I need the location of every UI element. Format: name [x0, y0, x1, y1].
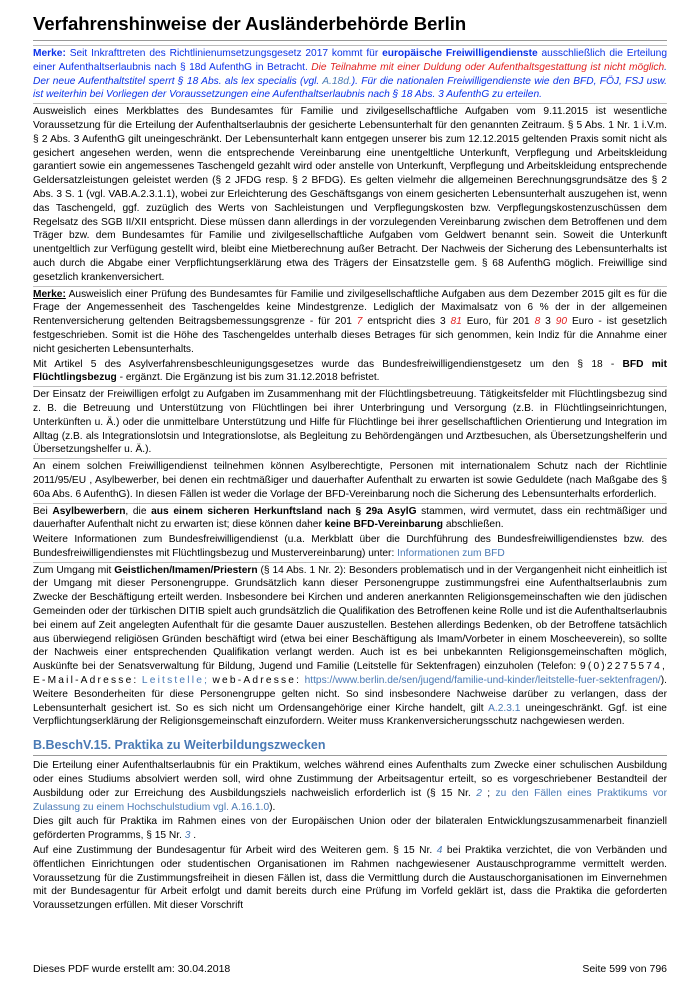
page-number: Seite 599 von 796 [582, 963, 667, 975]
section-divider [33, 755, 667, 756]
nr2-link[interactable]: 2 [476, 787, 482, 799]
paragraph-einsatz: Der Einsatz der Freiwilligen erfolgt zu Aufgaben im Zusammenhang mit der Flüchtlingsbetreuung. Tätigkeitsfelder mit Flüchtlingsbezug sind z. B. die Betreuung und Unterstützung von Flüchtlingen bei ihrer Unterbringung und Versorgung (z.B. in Flüchtlingseinrichtungen, Unterkünften u. Ä.) oder die unmittelbare Unterstützung und Hilfe für Flüchtlinge bei ihrer gesellschaftlichen Orientierung und Integration im Alltag (z.B. als Integrationslotsin und Integrationslotse, als Begleitung zu Behördengängen und Arztbesuchen, als Übersetzungshelferin und Übersetzungshelfer u. Ä.). [33, 386, 667, 457]
section-heading: B.BeschV.15. Praktika zu Weiterbildungszwecken [33, 738, 326, 753]
title-divider [33, 40, 667, 41]
paragraph-asylverfahren: Mit Artikel 5 des Asylverfahrensbeschleunigungsgesetzes wurde das Bundesfreiwilligendienstgesetz um den § 18 - BFD mit Flüchtlingsbezug - ergänzt. Die Ergänzung ist bis zum 31.12.2018 befristet. [33, 358, 667, 384]
merke-taschengeld: Merke: Ausweislich einer Prüfung des Bundesamtes für Familie und zivilgesellschaftliche Aufgaben aus dem Dezember 2015 gilt es für die Frage der Angemessenheit des Taschengeldes keine Mindestgrenze. Lediglich der Maximalsatz von 6 % der in der allgemeinen Rentenversicherung geltenden Beitragsbemessungsgrenze - für 201 7 entspricht dies 3 81 Euro, für 201 8 3 90 Euro - ist gesetzlich festgeschrieben. Somit ist die Höhe des Taschengeldes unterhalb dieses Betrages für sich genommen, kein Indiz für die Annahme einer nicht gesicherten Lebensunterhalts. [33, 286, 667, 357]
page-footer [33, 963, 667, 975]
paragraph-eu-programm: Dies gilt auch für Praktika im Rahmen eines von der Europäischen Union oder der bilateralen Entwicklungszusammenarbeit finanziell geförderten Programms, § 15 Nr. 3 . [33, 816, 667, 842]
nr3-link[interactable]: 3 [184, 830, 191, 842]
paragraph-austausch: Auf eine Zustimmung der Bundesagentur für Arbeit wird des Weiteren gem. § 15 Nr. 4 bei Praktika verzichtet, die von Verbänden und öffentlichen Einrichtungen oder studentischen Organisationen im Rahmen nachgewiesener Austauschprogramme vermittelt werden. Voraussetzung für die Zustimmungsfreiheit in diesen Fällen ist, dass die Vermittlung durch die Austauschorganisationen im Einvernehmen mit der Bundesagentur für Arbeit erfolgt und damit bereits durch eine Prüfung im Vorfeld geklärt ist, dass die Praktika die geforderten Voraussetzungen erfüllen. Mit dieser Vorschrift [33, 845, 667, 912]
paragraph-geistliche: Zum Umgang mit Geistlichen/Imamen/Priestern (§ 14 Abs. 1 Nr. 2): Besonders problematisch und in der Vergangenheit nicht einheitlich ist der Umgang mit dieser Personengruppe. Grundsätzlich kann dieser Personengruppe zustimmungsfrei eine Aufenthaltserlaubnis zum Zwecke der Beschäftigung erteilt werden. Insbesondere bei Kirchen und anderen anerkannten Religionsgemeinschaften wie den jüdischen Gemeinden oder der türkischen DITIB spielt auch grundsätzlich die Qualifikation des Betroffenen keine Rolle und ist die Aufenthaltserlaubnis bei einem auf Zeit angelegten Aufenthalt für die gesamte Dauer auszustellen. Bestehen allerdings Bedenken, ob der Betroffene tatsächlich aus überwiegend religiösen Gründen beschäftigt wird (etwa bei einer Beschäftigung als Imam/Vorbeter in einem Moscheeverein), so sollte der Nachweis einer entsprechenden Qualifikation verlangt werden. Auch ist es bei unbekannten Religionsgemeinschaften möglich, Auskünfte bei der Senatsverwaltung für Bildung, Jugend und Familie (Leitstelle für Sektenfragen) einzuholen (Telefon: 9(0)2275574, E-Mail-Adresse: Leitstelle; web-Adresse: https://www.berlin.de/sen/jugend/familie-und-kinder/leitstelle-fuer-sektenfragen/). Weitere Besonderheiten für diese Personengruppe gelten nicht. So sind insbesondere Nachweise darüber zu verlangen, dass der Lebensunterhalt gesichert ist. So es sich nicht um Ordensangehörige einer Kirche handelt, gilt A.2.3.1 uneingeschränkt. Ggf. ist eine Verpflichtungserklärung der Religionsgemeinschaft einzufordern. Weiter muss Krankenversicherungsschutz nachgewiesen werden. [33, 562, 667, 730]
a231-link[interactable]: A.2.3.1 [488, 702, 521, 714]
a18d-link[interactable]: A.18d. [322, 75, 352, 87]
paragraph-lebensunterhalt: Ausweislich eines Merkblattes des Bundesamtes für Familie und zivilgesellschaftliche Aufgaben vom 9.11.2015 ist wesentliche Voraussetzung für die Erteilung der Aufenthaltserlaubnis der gesicherte Lebensunterhalt für den genannten Zeitraum. § 5 Abs. 1 Nr. 1 i.V.m. § 2 Abs. 3 AufenthG gilt uneingeschränkt. Der Lebensunterhalt kann entgegen unserer bis zum 12.12.2015 geltenden Praxis somit nicht als gesichert angesehen werden, wenn die entsprechende Vereinbarung eine unentgeltliche Unterkunft, Verpflegung und Arbeitskleidung garantiert sowie ein angemessenes Taschengeld gezahlt wird oder anstelle von Unterkunft, Verpflegung und Arbeitskleidung entsprechende Geldersatzleistungen geleistet werden (§ 2 JFDG resp. § 2 BFDG). Es gelten vielmehr die allgemeinen Berechnungsgrundsätze des § 2 Abs. 3 S. 1 (vgl. VAB.A.2.3.1.1), wobei zur Erleichterung des Geschäftsgangs von einem gesicherten Lebensunterhalt auszugehen ist, wenn das Taschengeld, ggf. zuzüglich des Werts von Sachleistungen und Verpflegungskosten bzw. Verpflegungskostenzuschüssen dem Regelsatz des SGB II/XII entspricht. Diese müssen dann allerdings in der vorzulegenden Vereinbarung zwischen dem Betroffenen und dem Träger bzw. dem Bundesamtes für Familie und zivilgesellschaftliche Aufgaben vom Geldwert benannt sein. Soweit die Unterkunft unentgeltlich zur Verfügung gestellt wird, bleibt eine Mietberechnung außer Betracht. Der Nachweis der Sicherung des Lebensunterhalts ist auch durch die Abgabe einer Verpflichtungserklärung etwa des Trägers der Einsatzstelle gem. § 68 AufenthG möglich. Freiwillige sind gesetzlich krankenversichert. [33, 103, 667, 284]
merke-label: Merke: [33, 48, 66, 59]
page-title: Verfahrenshinweise der Ausländerbehörde Berlin [33, 13, 467, 34]
leitstelle-web-link[interactable]: https://www.berlin.de/sen/jugend/familie-und-kinder/leitstelle-fuer-sektenfragen/ [304, 675, 661, 687]
bfd-info-link[interactable]: Informationen zum BFD [397, 547, 505, 559]
paragraph-asylbewerber: Bei Asylbewerbern, die aus einem sicheren Herkunftsland nach § 29a AsylG stammen, wird vermutet, dass ein rechtmäßiger und dauerhafter Aufenthalt nicht zu erwarten ist; diese können daher keine BFD-Vereinbarung abschließen. [33, 503, 667, 533]
merke-notice: Merke: Seit Inkrafttreten des Richtlinienumsetzungsgesetz 2017 kommt für europäische Freiwilligendienste ausschließlich die Erteilung einer Aufenthaltserlaubnis nach § 18d AufenthG in Betracht. Die Teilnahme mit einer Duldung oder Aufenthaltsgestattung ist nicht möglich. Der neue Aufenthaltstitel sperrt § 18 Abs. als lex specialis (vgl. A.18d.). Für die nationalen Freiwilligendienste wie den BFD, FÖJ, FSJ usw. ist weiterhin bei Vorliegen der Voraussetzungen eine Aufenthaltserlaubnis nach § 18 Abs. 3 AufenthG zu erteilen. [33, 45, 667, 102]
creation-date: Dieses PDF wurde erstellt am: 30.04.2018 [33, 963, 231, 975]
leitstelle-email-link[interactable]: Leitstelle; [141, 675, 210, 687]
paragraph-informationen: Weitere Informationen zum Bundesfreiwilligendienst (u.a. Merkblatt über die Durchführung des Bundesfreiwilligendienstes bzw. des Bundesfreiwilligendienstes mit Flüchtlingsbezug und Mustervereinbarung) unter: Informationen zum BFD [33, 534, 667, 559]
paragraph-teilnehmer: An einem solchen Freiwilligendienst teilnehmen können Asylberechtigte, Personen mit internationalem Schutz nach der Richtlinie 2011/95/EU , Asylbewerber, bei denen ein rechtmäßiger und dauerhafter Aufenthalt zu erwarten ist sowie Geduldete (nach Maßgabe des § 60a Abs. 6 AufenthG). In diesen Fällen ist weder die Vorlage der BFD-Vereinbarung noch die Sicherung des Lebensunterhalts erforderlich. [33, 458, 667, 501]
a1610-link[interactable]: zu den Fällen eines Praktikums vor Zulassung zu einem Hochschulstudium vgl. A.16.1.0 [33, 787, 667, 813]
document-page [33, 12, 667, 914]
nr4-link[interactable]: 4 [436, 845, 443, 857]
paragraph-praktikum: Die Erteilung einer Aufenthaltserlaubnis für ein Praktikum, welches während eines Aufenthalts zum Zwecke einer schulischen Ausbildung oder eines Studiums absolviert werden soll, wird ohne Zustimmung der Arbeitsagentur erteilt, so es vorgeschriebener Bestandteil der Ausbildung oder zur Erreichung des Ausbildungsziels nachweislich erforderlich ist (§ 15 Nr. 2 ; zu den Fällen eines Praktikums vor Zulassung zu einem Hochschulstudium vgl. A.16.1.0). [33, 760, 667, 813]
phone-number: 9(0)2275574, [579, 661, 667, 673]
